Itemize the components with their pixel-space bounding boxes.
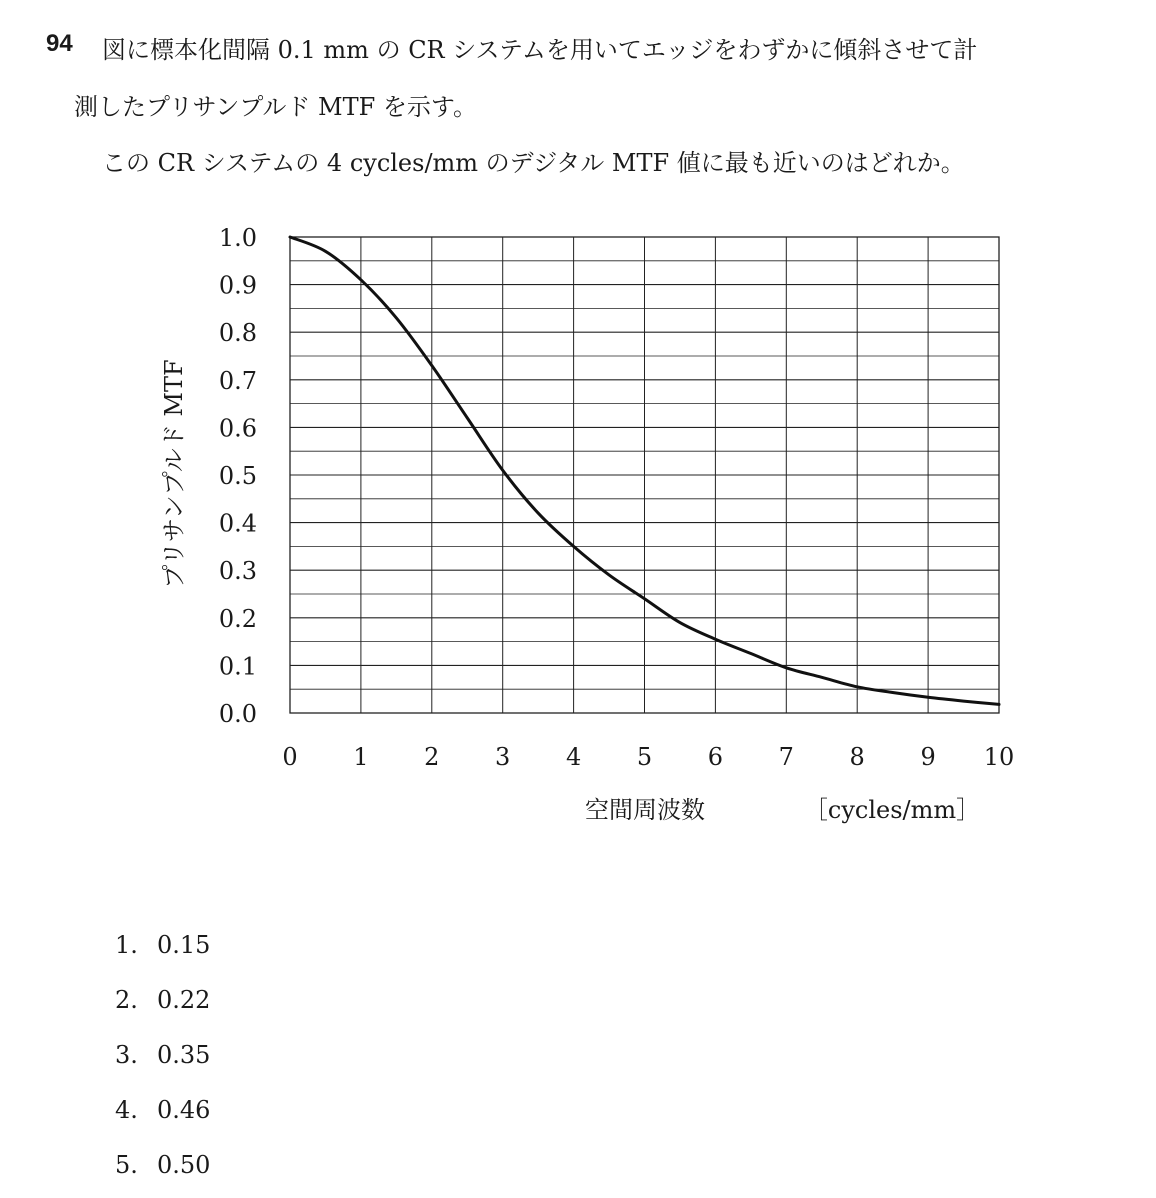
y-tick-label: 0.9: [218, 271, 258, 300]
y-tick-label: 0.7: [218, 366, 258, 395]
choice-number: 4.: [115, 1096, 138, 1124]
x-axis-unit: ［cycles/mm］: [803, 796, 981, 824]
question-text-line3: この CR システムの 4 cycles/mm のデジタル MTF 値に最も近いのはどれか。: [102, 149, 965, 177]
choice-number: 2.: [115, 986, 138, 1014]
answer-choices: [115, 918, 210, 1193]
choice-number: 3.: [115, 1041, 138, 1069]
choice-value: 0.50: [157, 1151, 211, 1179]
question-number: 94: [46, 30, 73, 57]
x-tick-label: 2: [424, 743, 440, 771]
choice-2[interactable]: [115, 973, 210, 1028]
choice-value: 0.35: [157, 1041, 211, 1069]
x-tick-label: 6: [707, 743, 724, 771]
choice-number: 1.: [115, 931, 138, 959]
choice-1[interactable]: [115, 918, 210, 973]
y-tick-label: 0.2: [218, 604, 258, 633]
x-tick-label: 5: [636, 743, 653, 771]
question-text-line2: 測したプリサンプルド MTF を示す。: [74, 93, 477, 121]
y-tick-label: 1.0: [218, 224, 258, 252]
x-tick-label: 3: [495, 743, 511, 771]
y-tick-label: 0.1: [218, 652, 258, 681]
x-tick-labels: [282, 743, 1014, 771]
x-tick-label: 4: [565, 743, 582, 771]
x-tick-label: 0: [282, 743, 298, 771]
y-tick-label: 0.4: [218, 509, 258, 538]
choice-number: 5.: [115, 1151, 138, 1179]
x-tick-label: 7: [778, 743, 794, 771]
y-tick-label: 0.3: [218, 557, 258, 586]
question-text-line1: 図に標本化間隔 0.1 mm の CR システムを用いてエッジをわずかに傾斜させて計: [102, 36, 978, 64]
choice-value: 0.15: [157, 931, 211, 959]
choice-value: 0.22: [157, 986, 211, 1014]
x-tick-label: 8: [849, 743, 865, 771]
y-tick-label: 0.0: [218, 700, 258, 728]
y-tick-labels: [219, 224, 257, 728]
choice-5[interactable]: [115, 1138, 210, 1193]
choice-3[interactable]: [115, 1028, 210, 1083]
choice-value: 0.46: [157, 1096, 211, 1124]
y-axis-label: プリサンプルド MTF: [160, 359, 188, 589]
y-tick-label: 0.8: [218, 319, 258, 348]
x-tick-label: 1: [353, 743, 369, 771]
y-tick-label: 0.5: [218, 462, 258, 490]
x-axis-label: 空間周波数: [585, 796, 705, 824]
x-tick-label: 10: [983, 743, 1015, 771]
choice-4[interactable]: [115, 1083, 210, 1138]
x-tick-label: 9: [920, 743, 936, 771]
y-tick-label: 0.6: [218, 414, 258, 443]
